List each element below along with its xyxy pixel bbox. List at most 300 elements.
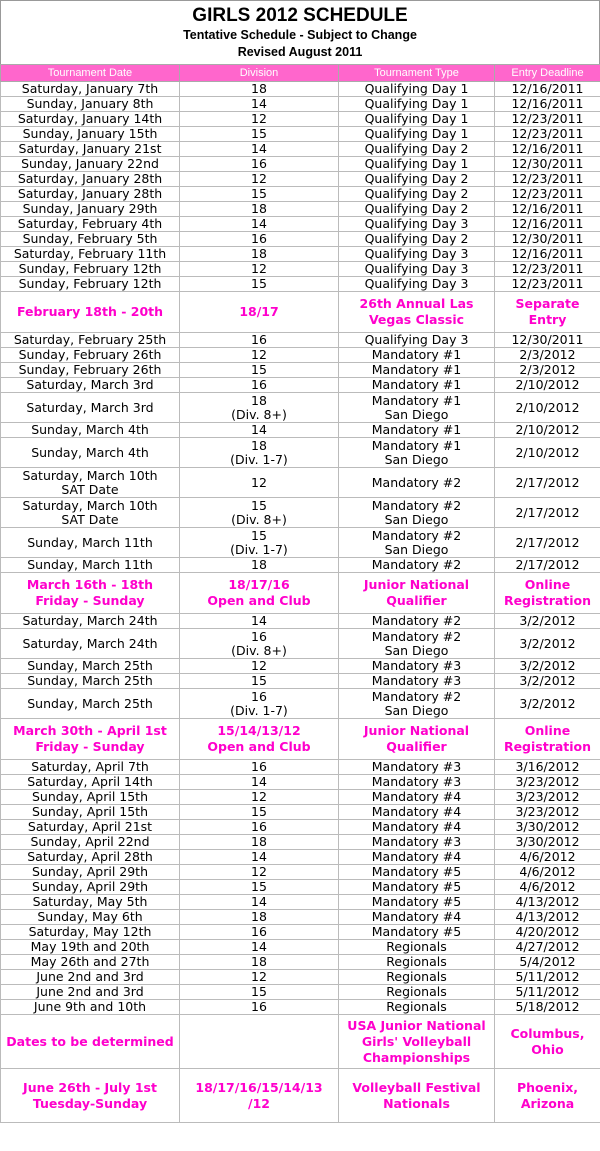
cell-deadline-line: 2/10/2012 (515, 422, 580, 437)
cell-date-line: Saturday, April 28th (27, 849, 153, 864)
cell-division (180, 865, 339, 880)
cell-type-line: Qualifying Day 1 (364, 96, 469, 111)
cell-deadline (495, 865, 600, 880)
cell-type-line: Mandatory #4 (371, 804, 462, 819)
table-row (1, 217, 600, 232)
cell-deadline-line-2: Registration (503, 593, 592, 608)
cell-date-line: March 30th - April 1st (13, 723, 167, 738)
cell-deadline-line: 3/16/2012 (515, 759, 580, 774)
cell-division-line: 15 (251, 527, 267, 543)
cell-division-line: 16 (251, 688, 267, 704)
cell-deadline (495, 558, 600, 573)
cell-deadline (495, 820, 600, 835)
cell-division (180, 925, 339, 940)
cell-deadline (495, 659, 600, 674)
cell-deadline-line: 2/10/2012 (515, 399, 580, 415)
cell-type-line: Regionals (386, 954, 447, 969)
cell-type (339, 910, 495, 925)
cell-type-line: Mandatory #1 (371, 377, 462, 392)
cell-type (339, 262, 495, 277)
table-row-event (1, 1069, 600, 1123)
table-row (1, 363, 600, 378)
cell-division-line: 18 (251, 834, 267, 849)
cell-deadline (495, 629, 600, 659)
cell-division (180, 82, 339, 97)
cell-deadline (495, 719, 600, 760)
cell-deadline-line: 2/3/2012 (519, 362, 576, 377)
cell-date (1, 719, 180, 760)
table-row (1, 378, 600, 393)
cell-date-line: Sunday, March 11th (27, 534, 153, 550)
cell-division-line: 12 (251, 474, 267, 490)
cell-date (1, 805, 180, 820)
cell-deadline-line: 2/17/2012 (515, 504, 580, 520)
cell-type (339, 1000, 495, 1015)
cell-deadline-line: 12/23/2011 (511, 126, 584, 141)
cell-division (180, 955, 339, 970)
cell-type-line: Mandatory #2 (371, 628, 462, 644)
cell-deadline (495, 940, 600, 955)
cell-division-line: 18 (251, 246, 267, 261)
cell-date (1, 835, 180, 850)
cell-date-line: Sunday, April 15th (32, 789, 148, 804)
cell-type-line: Mandatory #5 (371, 894, 462, 909)
cell-division (180, 127, 339, 142)
table-row (1, 910, 600, 925)
cell-type (339, 850, 495, 865)
cell-date-line: Saturday, April 7th (31, 759, 149, 774)
cell-date-line: Saturday, March 24th (22, 635, 158, 651)
cell-division-line: 18 (251, 201, 267, 216)
cell-date (1, 172, 180, 187)
cell-division (180, 880, 339, 895)
cell-deadline (495, 573, 600, 614)
cell-division-line: 16 (251, 231, 267, 246)
table-row (1, 528, 600, 558)
cell-date (1, 528, 180, 558)
table-head (1, 65, 600, 82)
cell-date-line: February 18th - 20th (16, 304, 164, 319)
cell-type-line: Regionals (386, 939, 447, 954)
table-row (1, 82, 600, 97)
cell-type (339, 895, 495, 910)
cell-date-line: Saturday, February 11th (13, 246, 167, 261)
cell-deadline (495, 277, 600, 292)
cell-deadline-line: 5/18/2012 (515, 999, 580, 1014)
cell-date-line: Saturday, February 4th (17, 216, 163, 231)
cell-type-line: Regionals (386, 984, 447, 999)
cell-type (339, 348, 495, 363)
cell-deadline (495, 423, 600, 438)
table-row (1, 760, 600, 775)
cell-deadline-line: 5/11/2012 (515, 969, 580, 984)
cell-date (1, 112, 180, 127)
cell-date-line: Saturday, March 10th (22, 467, 158, 483)
cell-date (1, 880, 180, 895)
cell-date-line: Sunday, February 26th (18, 362, 162, 377)
cell-type-line: Qualifying Day 1 (364, 126, 469, 141)
cell-date (1, 674, 180, 689)
cell-date (1, 232, 180, 247)
cell-type (339, 393, 495, 423)
cell-type-line: Mandatory #4 (371, 849, 462, 864)
cell-division-line: 18 (251, 81, 267, 96)
table-row (1, 498, 600, 528)
cell-type-line-2: San Diego (384, 406, 449, 422)
cell-division (180, 1015, 339, 1069)
cell-deadline-line: 12/16/2011 (511, 141, 584, 156)
cell-type (339, 614, 495, 629)
cell-deadline-line: 5/11/2012 (515, 984, 580, 999)
cell-date (1, 865, 180, 880)
cell-type (339, 187, 495, 202)
cell-division-line: 14 (251, 849, 267, 864)
column-header-division: Division (180, 65, 339, 82)
cell-type-line: Qualifying Day 3 (364, 216, 469, 231)
cell-type-line: Qualifying Day 3 (364, 332, 469, 347)
cell-date-line-2: Friday - Sunday (35, 593, 145, 608)
cell-division-line: 18/17/16 (228, 577, 290, 592)
cell-deadline (495, 157, 600, 172)
cell-deadline-line: Columbus, Ohio (510, 1025, 585, 1057)
cell-deadline (495, 775, 600, 790)
cell-deadline-line: 12/16/2011 (511, 81, 584, 96)
cell-deadline-line: 12/16/2011 (511, 216, 584, 231)
cell-date-line: Sunday, March 25th (27, 658, 153, 673)
cell-date-line: Sunday, January 8th (26, 96, 154, 111)
table-row (1, 127, 600, 142)
cell-division (180, 172, 339, 187)
cell-type-line: Mandatory #1 (371, 392, 462, 408)
cell-type-line: Mandatory #2 (371, 527, 462, 543)
cell-type (339, 805, 495, 820)
cell-division-line: 14 (251, 422, 267, 437)
cell-deadline-line: 2/17/2012 (515, 557, 580, 572)
cell-division (180, 790, 339, 805)
cell-division (180, 363, 339, 378)
table-row (1, 850, 600, 865)
cell-type (339, 217, 495, 232)
cell-division (180, 659, 339, 674)
cell-type-line: 26th Annual Las Vegas Classic (359, 296, 474, 327)
cell-division-line-2: Open and Club (207, 593, 311, 608)
cell-deadline (495, 835, 600, 850)
cell-division-line: 14 (251, 141, 267, 156)
cell-date-line: Saturday, January 28th (17, 171, 163, 186)
cell-division-line: 14 (251, 96, 267, 111)
cell-deadline-line: Online (524, 723, 571, 738)
cell-division-line: 12 (251, 347, 267, 362)
cell-date (1, 790, 180, 805)
cell-date-line: Saturday, February 25th (13, 332, 167, 347)
cell-date (1, 378, 180, 393)
table-row (1, 1000, 600, 1015)
cell-division-line: 14 (251, 939, 267, 954)
cell-type (339, 1069, 495, 1123)
cell-type-line: Qualifying Day 2 (364, 141, 469, 156)
cell-division (180, 97, 339, 112)
cell-division-line-2: (Div. 8+) (231, 406, 287, 422)
table-row (1, 277, 600, 292)
cell-date-line: Saturday, March 3rd (26, 377, 154, 392)
table-row (1, 820, 600, 835)
cell-deadline-line: 3/23/2012 (515, 804, 580, 819)
cell-division (180, 1069, 339, 1123)
cell-date-line: Sunday, February 12th (18, 261, 162, 276)
cell-division-line: 18 (251, 954, 267, 969)
cell-deadline-line: 4/13/2012 (515, 909, 580, 924)
cell-date-line: Sunday, March 4th (31, 422, 149, 437)
cell-division-line: 12 (251, 658, 267, 673)
cell-division (180, 217, 339, 232)
cell-date-line: June 9th and 10th (33, 999, 147, 1014)
cell-type (339, 528, 495, 558)
cell-date-line: Sunday, April 29th (32, 864, 148, 879)
cell-type-line-2: San Diego (384, 511, 449, 527)
cell-type-line: Mandatory #2 (371, 688, 462, 704)
cell-date (1, 438, 180, 468)
cell-deadline (495, 217, 600, 232)
cell-division-line-2: (Div. 8+) (231, 642, 287, 658)
cell-deadline (495, 112, 600, 127)
cell-date-line: March 16th - 18th (26, 577, 154, 592)
cell-type-line: Qualifying Day 2 (364, 171, 469, 186)
cell-division-line-2: /12 (248, 1095, 270, 1111)
cell-type (339, 955, 495, 970)
cell-date (1, 1000, 180, 1015)
cell-division (180, 202, 339, 217)
cell-type (339, 659, 495, 674)
cell-date-line: June 2nd and 3rd (36, 984, 144, 999)
cell-division-line: 18 (251, 392, 267, 408)
cell-division-line: 18 (251, 909, 267, 924)
cell-date-line: Sunday, April 15th (32, 804, 148, 819)
cell-date (1, 970, 180, 985)
cell-date (1, 850, 180, 865)
table-row (1, 333, 600, 348)
cell-division-line-2: (Div. 1-7) (230, 541, 288, 557)
cell-division-line-2: Open and Club (207, 739, 311, 754)
cell-deadline (495, 82, 600, 97)
cell-division-line: 16 (251, 924, 267, 939)
cell-deadline (495, 970, 600, 985)
cell-date-line: Saturday, March 3rd (26, 399, 154, 415)
cell-division (180, 333, 339, 348)
cell-deadline (495, 142, 600, 157)
cell-division-line-2: (Div. 1-7) (230, 702, 288, 718)
cell-date (1, 614, 180, 629)
cell-date (1, 82, 180, 97)
cell-division-line: 16 (251, 156, 267, 171)
cell-date (1, 910, 180, 925)
cell-deadline (495, 97, 600, 112)
cell-type (339, 820, 495, 835)
cell-division (180, 674, 339, 689)
table-row (1, 940, 600, 955)
cell-type-line: Junior National (363, 723, 470, 738)
cell-date-line: June 26th - July 1st (23, 1079, 157, 1095)
cell-date (1, 217, 180, 232)
cell-type-line: Mandatory #4 (371, 819, 462, 834)
cell-type (339, 790, 495, 805)
cell-division-line: 18 (251, 437, 267, 453)
schedule-header (0, 0, 600, 64)
cell-division-line: 12 (251, 789, 267, 804)
cell-division (180, 247, 339, 262)
cell-deadline (495, 880, 600, 895)
cell-division (180, 232, 339, 247)
cell-date (1, 262, 180, 277)
cell-deadline-line: 2/3/2012 (519, 347, 576, 362)
cell-date (1, 292, 180, 333)
cell-type-line-2: San Diego (384, 451, 449, 467)
cell-date-line: Sunday, January 22nd (21, 156, 159, 171)
cell-date-line: Saturday, May 12th (28, 924, 152, 939)
cell-deadline-line: 4/27/2012 (515, 939, 580, 954)
cell-type-line: Qualifying Day 3 (364, 246, 469, 261)
cell-type-line: Mandatory #5 (371, 924, 462, 939)
cell-division-line: 16 (251, 819, 267, 834)
cell-date-line: Saturday, January 14th (17, 111, 163, 126)
cell-type-line: Qualifying Day 2 (364, 201, 469, 216)
cell-date-line: Sunday, May 6th (37, 909, 143, 924)
table-row-event (1, 719, 600, 760)
cell-date-line: June 2nd and 3rd (36, 969, 144, 984)
cell-type-line-2: Nationals (383, 1095, 450, 1111)
cell-deadline-line: 4/20/2012 (515, 924, 580, 939)
cell-date (1, 468, 180, 498)
table-row (1, 187, 600, 202)
cell-deadline (495, 393, 600, 423)
cell-type-line-2: Qualifier (386, 739, 447, 754)
cell-type (339, 333, 495, 348)
cell-date (1, 423, 180, 438)
cell-division (180, 895, 339, 910)
table-row (1, 985, 600, 1000)
cell-deadline-line: 2/17/2012 (515, 474, 580, 490)
cell-date (1, 573, 180, 614)
cell-type (339, 363, 495, 378)
cell-date (1, 659, 180, 674)
cell-date-line: Sunday, February 12th (18, 276, 162, 291)
column-header-deadline: Entry Deadline (495, 65, 600, 82)
cell-type-line-2: San Diego (384, 702, 449, 718)
cell-date (1, 925, 180, 940)
table-row (1, 955, 600, 970)
cell-type-line: Mandatory #1 (371, 437, 462, 453)
cell-deadline-line: 4/6/2012 (519, 849, 576, 864)
cell-division (180, 689, 339, 719)
table-row (1, 468, 600, 498)
cell-date (1, 277, 180, 292)
cell-type (339, 689, 495, 719)
cell-date-line: Sunday, March 25th (27, 673, 153, 688)
cell-date-line: Saturday, April 14th (27, 774, 153, 789)
cell-division (180, 573, 339, 614)
cell-type-line: Mandatory #4 (371, 789, 462, 804)
cell-deadline-line: 12/30/2011 (511, 231, 584, 246)
cell-type-line-2: Qualifier (386, 593, 447, 608)
cell-type (339, 97, 495, 112)
cell-division (180, 1000, 339, 1015)
cell-deadline-line: 4/6/2012 (519, 879, 576, 894)
cell-division (180, 850, 339, 865)
cell-deadline (495, 1069, 600, 1123)
cell-date-line: Dates to be determined (6, 1033, 174, 1049)
cell-division (180, 142, 339, 157)
cell-deadline (495, 378, 600, 393)
table-row (1, 865, 600, 880)
cell-division (180, 719, 339, 760)
cell-date (1, 127, 180, 142)
cell-type-line: Mandatory #3 (371, 658, 462, 673)
cell-deadline-line: 3/2/2012 (519, 613, 576, 628)
cell-type (339, 558, 495, 573)
cell-type (339, 202, 495, 217)
cell-date (1, 629, 180, 659)
cell-deadline (495, 850, 600, 865)
table-row (1, 247, 600, 262)
cell-type (339, 172, 495, 187)
cell-date-line: Sunday, April 29th (32, 879, 148, 894)
cell-division-line: 18/17/16/15/14/13 (195, 1079, 323, 1095)
cell-division (180, 187, 339, 202)
cell-deadline-line: 4/6/2012 (519, 864, 576, 879)
cell-division-line: 16 (251, 999, 267, 1014)
cell-date-line: Saturday, April 21st (27, 819, 153, 834)
cell-deadline-line: 2/10/2012 (515, 444, 580, 460)
cell-deadline (495, 985, 600, 1000)
cell-date (1, 820, 180, 835)
cell-deadline-line: 3/2/2012 (519, 635, 576, 651)
cell-type-line: Mandatory #1 (371, 347, 462, 362)
cell-division (180, 157, 339, 172)
table-row (1, 438, 600, 468)
cell-type-line: USA Junior National Girls' Volleyball Championships (347, 1017, 486, 1065)
cell-deadline-line: 2/10/2012 (515, 377, 580, 392)
cell-type-line: Mandatory #2 (371, 474, 462, 490)
cell-division (180, 438, 339, 468)
cell-deadline (495, 805, 600, 820)
cell-division (180, 805, 339, 820)
cell-date-line: Sunday, April 22nd (30, 834, 150, 849)
cell-date-line: Sunday, March 4th (31, 444, 149, 460)
cell-deadline-line: Online (524, 577, 571, 592)
cell-date (1, 895, 180, 910)
cell-deadline (495, 614, 600, 629)
table-row (1, 925, 600, 940)
table-body (1, 82, 600, 1123)
cell-deadline (495, 760, 600, 775)
cell-deadline-line: Separate Entry (515, 296, 580, 327)
cell-type-line: Regionals (386, 999, 447, 1014)
table-row (1, 348, 600, 363)
cell-division (180, 277, 339, 292)
cell-division (180, 629, 339, 659)
cell-type-line: Mandatory #1 (371, 422, 462, 437)
cell-deadline (495, 674, 600, 689)
cell-deadline (495, 528, 600, 558)
table-row (1, 157, 600, 172)
cell-division-line: 14 (251, 894, 267, 909)
cell-date-line-2: Friday - Sunday (35, 739, 145, 754)
cell-type-line: Mandatory #3 (371, 774, 462, 789)
cell-division (180, 378, 339, 393)
cell-deadline (495, 172, 600, 187)
cell-date (1, 393, 180, 423)
cell-type (339, 970, 495, 985)
cell-date (1, 940, 180, 955)
